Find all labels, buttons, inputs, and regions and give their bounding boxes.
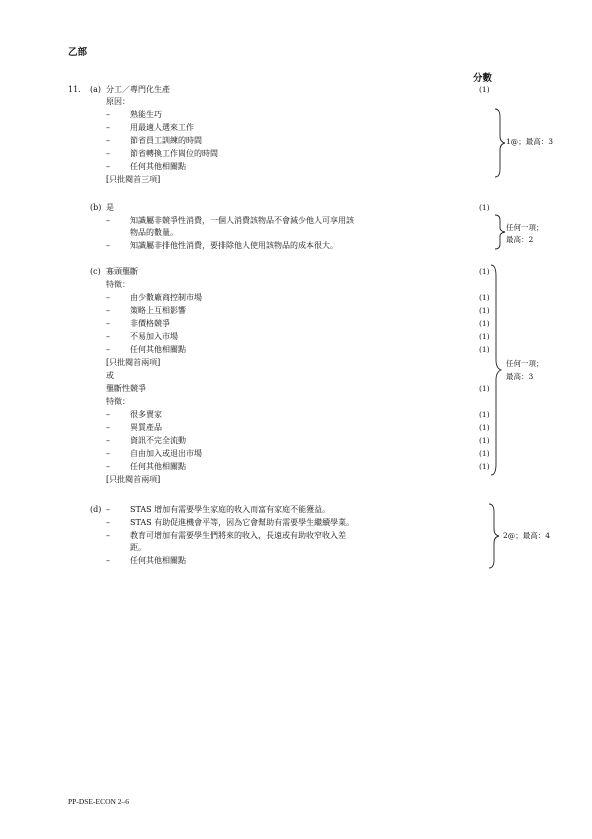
list-item: 非價格競爭 [130,319,170,328]
dash: – [106,216,110,225]
question-number: 11. [68,85,81,94]
marks-header: 分數 [473,73,493,84]
dash: – [106,241,110,250]
dash: – [106,436,110,445]
dash: – [106,423,110,432]
dash: – [106,293,110,302]
dash: – [106,505,110,514]
list-item: 異質產品 [130,423,162,432]
brace-b [494,214,506,250]
part-c-brace-text-1: 任何一項； [506,359,544,368]
list-item: 任何其他相關點 [130,345,186,354]
brace-a [494,108,506,178]
part-c-features-label: 特徵： [106,397,130,406]
list-item: 知識屬非排他性消費，要排除他人使用該物品的成本很大。 [130,241,338,250]
part-c-title-2: 壟斷性競爭 [106,384,146,393]
mark: (1) [479,332,490,341]
dash: – [106,123,110,132]
dash: – [106,531,110,540]
dash: – [106,518,110,527]
list-item: 自由加入或退出市場 [130,449,202,458]
or-text: 或 [106,371,114,380]
brace-c [490,264,502,476]
part-a-title: 分工／專門化生產 [106,85,170,94]
part-c-title-1: 寡頭壟斷 [106,267,138,276]
part-b-brace-text-1: 任何一項； [506,223,544,232]
list-item: 任何其他相關點 [130,556,186,565]
part-c-features-label: 特徵： [106,280,130,289]
dash: – [106,110,110,119]
dash: – [106,162,110,171]
part-c-label: (c) [90,267,101,276]
part-a-reason-label: 原因： [106,97,130,106]
list-item: 節省轉換工作崗位的時間 [130,149,218,158]
list-item: 任何其他相關點 [130,162,186,171]
marking-note: [只批閱首兩項] [106,358,161,367]
mark: (1) [479,293,490,302]
dash: – [106,306,110,315]
dash: – [106,149,110,158]
part-a-brace-text: 1@；最高：3 [506,137,554,146]
dash: – [106,332,110,341]
list-item: 由少數廠商控制市場 [130,293,202,302]
section-title: 乙部 [68,47,88,58]
list-item: 策略上互相影響 [130,306,186,315]
dash: – [106,136,110,145]
list-item: 資訊不完全流動 [130,436,186,445]
mark: (1) [479,449,490,458]
list-item: 知識屬非競爭性消費，一個人消費該物品不會減少他人可享用該 [130,216,354,225]
list-item: STAS 增加有需要學生家庭的收入而富有家庭不能獲益。 [130,505,331,514]
part-b-label: (b) [90,203,102,212]
mark: (1) [479,462,490,471]
part-c-brace-text-2: 最高：3 [506,372,534,381]
list-item: 教育可增加有需要學生們將來的收入，長遠或有助收窄收入差 [130,531,346,540]
part-a-mark: (1) [479,85,490,94]
list-item: STAS 有助促進機會平等，因為它會幫助有需要學生繼續學業。 [130,518,355,527]
list-item: 節省員工訓練的時間 [130,136,202,145]
list-item: 用最適人選來工作 [130,123,194,132]
part-b-brace-text-2: 最高：2 [506,235,534,244]
part-b-title: 是 [106,203,114,212]
list-item: 不易加入市場 [130,332,178,341]
dash: – [106,556,110,565]
brace-d [488,503,500,569]
dash: – [106,462,110,471]
mark: (1) [479,267,490,276]
mark: (1) [479,436,490,445]
marking-note: [只批閱首三項] [106,175,161,184]
list-item: 很多賣家 [130,410,162,419]
part-a-label: (a) [90,85,102,94]
list-item: 物品的數量。 [130,228,178,237]
mark: (1) [479,384,490,393]
part-d-brace-text: 2@；最高：4 [503,531,551,540]
list-item: 熟能生巧 [130,110,162,119]
mark: (1) [479,410,490,419]
mark: (1) [479,423,490,432]
mark: (1) [479,345,490,354]
part-b-mark: (1) [479,203,490,212]
list-item: 任何其他相關點 [130,462,186,471]
list-item: 距。 [130,543,146,552]
mark: (1) [479,319,490,328]
footer-code: PP-DSE-ECON 2–6 [68,797,130,806]
dash: – [106,410,110,419]
mark: (1) [479,306,490,315]
part-d-label: (d) [90,505,102,514]
marking-note: [只批閱首兩項] [106,475,161,484]
dash: – [106,345,110,354]
dash: – [106,319,110,328]
dash: – [106,449,110,458]
